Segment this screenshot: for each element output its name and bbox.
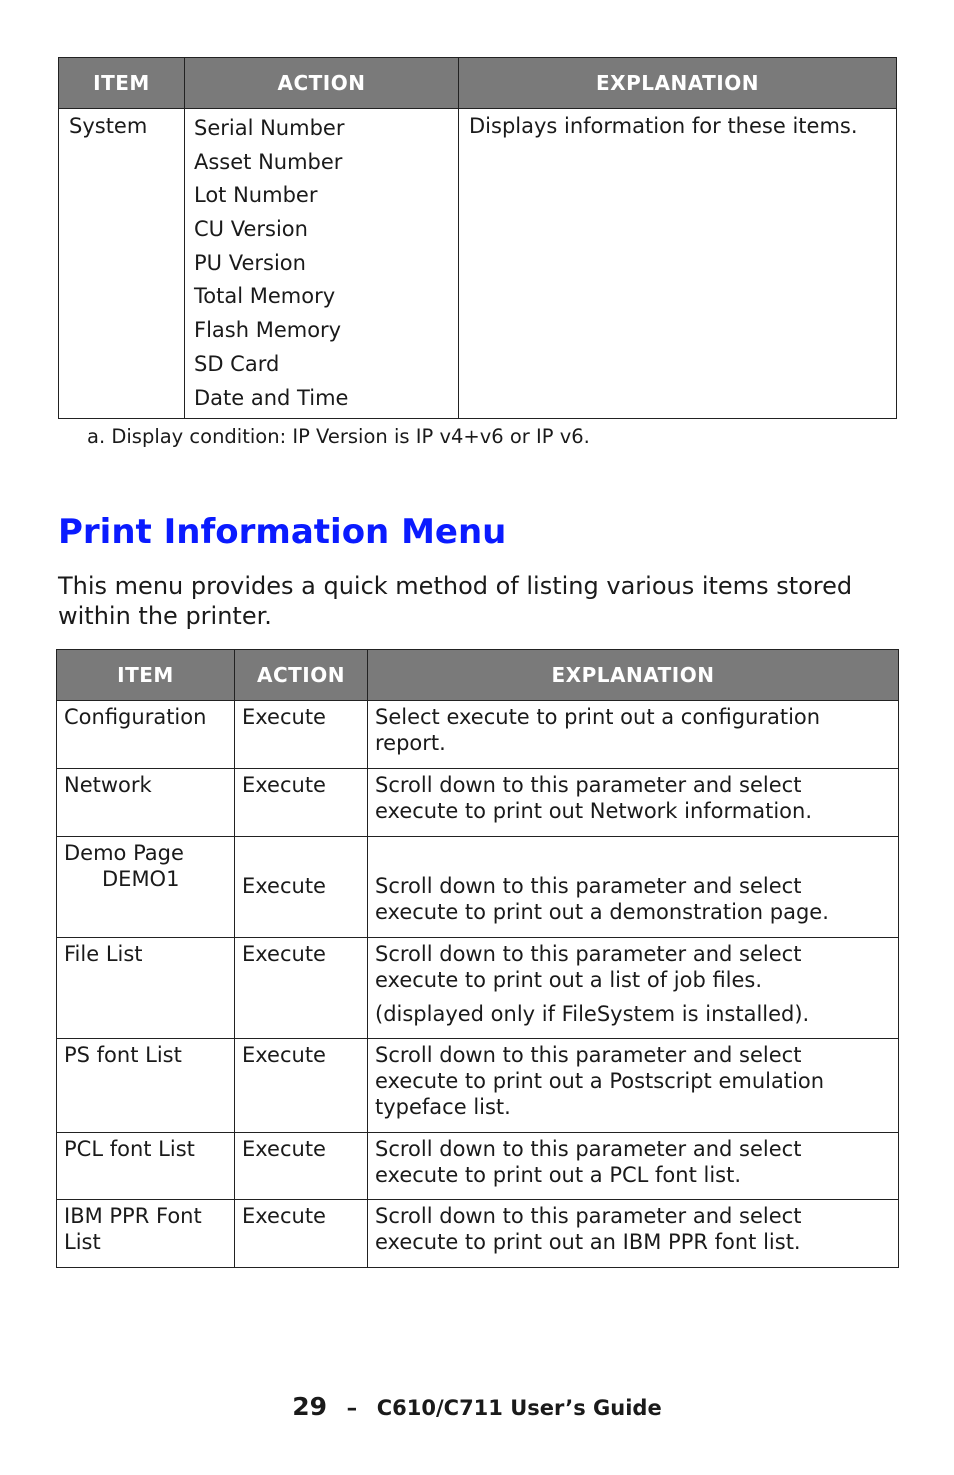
item-cell: File List xyxy=(57,938,235,1039)
page-number: 29 xyxy=(292,1392,328,1421)
action-cell: Execute xyxy=(235,1133,368,1200)
explanation-cell xyxy=(368,938,899,1039)
item-cell: Configuration xyxy=(57,701,235,769)
table-row xyxy=(57,1133,899,1200)
item-label: Demo Page xyxy=(64,841,184,865)
system-info-table xyxy=(58,57,897,419)
explanation-cell: Scroll down to this parameter and select execute to print out Network information. xyxy=(368,769,899,837)
action-item: Date and Time xyxy=(194,385,349,410)
action-item: Lot Number xyxy=(194,183,318,208)
column-header-action: ACTION xyxy=(235,650,368,701)
action-item: CU Version xyxy=(194,217,308,242)
section-title: Print Information Menu xyxy=(58,512,507,552)
action-cell: Execute xyxy=(235,1039,368,1133)
action-item: Asset Number xyxy=(194,149,343,174)
action-item: Flash Memory xyxy=(194,318,342,343)
item-cell: PS font List xyxy=(57,1039,235,1133)
table-row xyxy=(59,109,897,419)
table-row xyxy=(57,701,899,769)
footer-separator: – xyxy=(346,1396,358,1420)
item-cell: PCL font List xyxy=(57,1133,235,1200)
table-row xyxy=(57,769,899,837)
table-row xyxy=(57,1200,899,1268)
item-cell: IBM PPR Font List xyxy=(57,1200,235,1268)
sub-item-label: DEMO1 xyxy=(102,867,180,891)
column-header-action: ACTION xyxy=(185,58,459,109)
table-header-row xyxy=(59,58,897,109)
explanation-cell: Scroll down to this parameter and select execute to print out a Postscript emulation typeface list. xyxy=(368,1039,899,1133)
item-cell xyxy=(57,837,235,938)
action-cell: Execute xyxy=(235,938,368,1039)
explanation-text: Scroll down to this parameter and select execute to print out a list of job files. xyxy=(375,942,802,992)
action-cell: Execute xyxy=(235,769,368,837)
column-header-explanation: EXPLANATION xyxy=(459,58,897,109)
table-row xyxy=(57,837,899,938)
explanation-cell: Scroll down to this parameter and select execute to print out an IBM PPR font list. xyxy=(368,1200,899,1268)
intro-paragraph: This menu provides a quick method of listing various items stored within the printer. xyxy=(58,572,853,630)
explanation-cell: Scroll down to this parameter and select execute to print out a PCL font list. xyxy=(368,1133,899,1200)
table-row xyxy=(57,1039,899,1133)
column-header-item: ITEM xyxy=(59,58,185,109)
action-cell: Execute xyxy=(235,701,368,769)
action-item: Serial Number xyxy=(194,116,345,140)
column-header-item: ITEM xyxy=(57,650,235,701)
action-cell: Execute xyxy=(235,837,368,938)
explanation-cell: Scroll down to this parameter and select execute to print out a demonstration page. xyxy=(368,837,899,938)
table-header-row xyxy=(57,650,899,701)
print-information-table xyxy=(56,649,899,1268)
column-header-explanation: EXPLANATION xyxy=(368,650,899,701)
explanation-cell: Select execute to print out a configuration report. xyxy=(368,701,899,769)
action-item: Total Memory xyxy=(194,284,336,309)
page-footer xyxy=(0,1392,954,1421)
explanation-cell: Displays information for these items. xyxy=(459,109,897,419)
table-footnote: a. Display condition: IP Version is IP v4+v6 or IP v6. xyxy=(87,425,590,448)
action-item: PU Version xyxy=(194,250,306,275)
item-cell: Network xyxy=(57,769,235,837)
guide-title: C610/C711 User’s Guide xyxy=(376,1396,662,1420)
explanation-note: (displayed only if FileSystem is installed). xyxy=(375,1002,810,1026)
action-item: SD Card xyxy=(194,351,280,376)
action-cell xyxy=(185,109,459,419)
table-row xyxy=(57,938,899,1039)
item-cell: System xyxy=(59,109,185,419)
action-cell: Execute xyxy=(235,1200,368,1268)
